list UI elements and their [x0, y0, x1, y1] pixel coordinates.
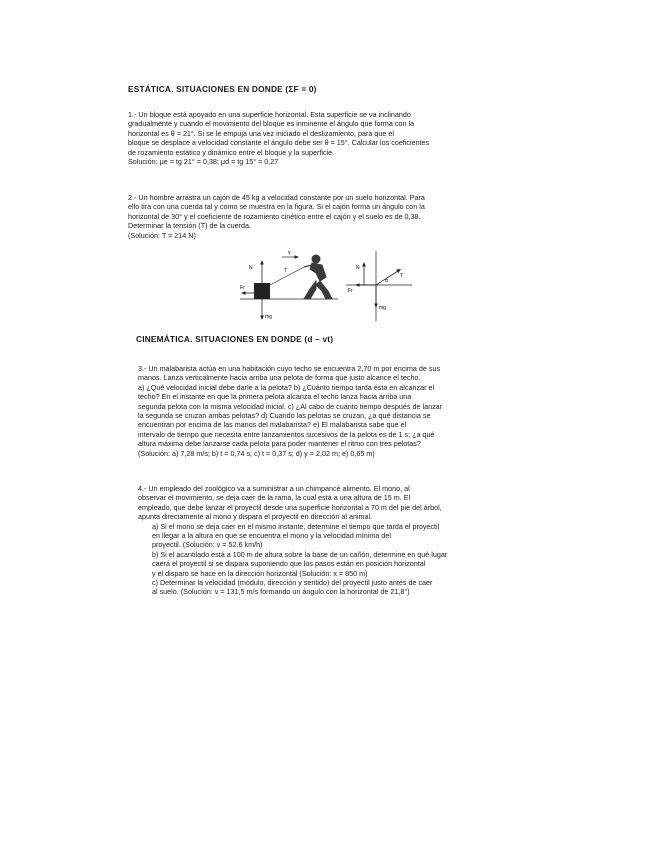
problem-2-line: ello tira con una cuerda tal y como se muestra en la figura. Si el cajón forma un ángulo con la: [128, 202, 425, 212]
problem-3-line: altura máxima debe lanzarse cada pelota para poder mantener el ritmo con tres pelotas?: [138, 439, 421, 449]
problem-4-item-line: caerá el proyectil si se dispara suponiendo que los pasos están en posición horizontal: [152, 559, 426, 569]
normal-arrowhead: [260, 260, 264, 265]
tension-label: T: [284, 268, 288, 274]
fbd-angle-label: α: [385, 278, 388, 284]
fbd-normal-label: N: [356, 265, 360, 271]
friction-label: Fr: [240, 285, 245, 291]
problem-4-item-solution: y el disparo se hace en la dirección horizontal (Solución: x = 850 m): [152, 568, 368, 578]
section-heading-estatica: ESTÁTICA. SITUACIONES EN DONDE (ΣF = 0): [128, 84, 317, 94]
fbd-weight-label: mg: [379, 305, 386, 311]
problem-1-solution: Solución: μe = tg 21° = 0,38; μd = tg 15° = 0,27: [128, 157, 279, 167]
weight-label: mg: [265, 314, 272, 320]
weight-arrowhead: [260, 316, 264, 321]
problem-3-line: techo? En el instante en que la primera pelota alcanza el techo lanza hacia arriba una: [138, 392, 412, 402]
fbd-friction-arrowhead: [355, 283, 360, 287]
problem-1-line: gradualmente y cuando el movimiento del bloque es inminente el ángulo que forma con la: [128, 119, 415, 129]
problem-3-solution: (Solución: a) 7,28 m/s; b) t = 0,74 s; c) t = 0,37 s; d) y = 2,02 m; e) 0,65 m): [138, 448, 375, 458]
man-pulling-icon: [304, 255, 332, 299]
problem-1-line: horizontal es θ = 21°. Si se le empuja una vez iniciado el deslizamiento, para que el: [128, 128, 394, 138]
problem-2: [128, 193, 508, 240]
problem-3-line: la segunda se cruzan ambas pelotas? d) Cuando las pelotas se cruzan, ¿a qué distancia se: [138, 411, 431, 421]
problem-4-item-line: b) Si el acantilado está a 100 m de altura sobre la base de un cañón, determine en qué lugar: [152, 549, 448, 559]
fbd-normal-arrowhead: [362, 262, 366, 267]
fbd-tension-label: T: [400, 273, 404, 279]
problem-1-line: de rozamiento estático y dinámico entre el bloque y la superficie.: [128, 147, 335, 157]
problem-4: [138, 484, 510, 597]
friction-arrowhead: [241, 291, 246, 295]
velocity-label: v: [288, 250, 291, 256]
problem-3-line: manos. Lanza verticalmente hacia arriba una pelota de forma que justo alcance el techo.: [138, 373, 421, 383]
fbd-weight-arrowhead: [374, 304, 378, 309]
problem-3-line: 3.- Un malabarista actúa en una habitación cuyo techo se encuentra 2,70 m por encima de sus: [138, 364, 441, 373]
problem-1-line: 1.- Un bloque está apoyado en una superficie horizontal. Esta superficie se va inclinando: [128, 110, 411, 119]
problem-3: [138, 364, 510, 458]
problem-4-item-line: en llegar a la altura en que se encuentra el mono y la velocidad mínima del: [152, 531, 391, 541]
fbd-friction-label: Fr: [348, 288, 353, 294]
problem-3-line: encuentran por encima de las manos del malabarista? e) El malabarista sabe que el: [138, 420, 407, 430]
force-diagram-figure: [236, 247, 416, 323]
problem-4-intro-line: 4.- Un empleado del zoológico va a suministrar a un chimpancé alimento. El mono, al: [138, 484, 410, 493]
problem-4-intro-line: apunta directamente al mono y dispara el proyectil en dirección al animal.: [138, 512, 373, 522]
velocity-arrowhead: [295, 255, 300, 258]
problem-1: [128, 110, 508, 166]
problem-4-item-line: c) Determinar la velocidad (módulo, dirección y sentido) del proyectil justo antes de caer: [152, 578, 433, 588]
problem-3-line: a) ¿Qué velocidad inicial debe darle a la pelota? b) ¿Cuánto tiempo tarda ésta en alcanzar el: [138, 382, 435, 392]
problem-2-line: 2.- Un hombre arrastra un cajón de 45 kg a velocidad constante por un suelo horizontal. Para: [128, 193, 425, 202]
problem-4-intro-line: observar el movimiento, se deja caer de la rama, la cual está a una altura de 15 m. El: [138, 493, 411, 503]
problem-4-intro-line: empleado, que debe lanzar el proyectil desde una superficie horizontal a 70 m del pie del árbol,: [138, 502, 442, 512]
problem-2-solution: (Solución: T = 214 N): [128, 230, 196, 240]
problem-3-line: intervalo de tiempo que necesita entre lanzamientos sucesivos de la pelota es de 1 s; ¿a qué: [138, 429, 435, 439]
problem-2-line: Determinar la tensión (T) de la cuerda.: [128, 221, 252, 231]
problem-4-item-solution: al suelo. (Solución: v = 131,5 m/s formando un ángulo con la horizontal de 21,8°): [152, 587, 410, 597]
problem-1-line: bloque se desplace a velocidad constante el ángulo debe ser θ = 15°. Calcular los coeficientes: [128, 138, 430, 148]
problem-2-line: horizontal de 30° y el coeficiente de rozamiento cinético entre el cajón y el suelo es de 0,38.: [128, 211, 421, 221]
normal-label: N: [249, 265, 253, 271]
problem-4-item-solution: proyectil. (Solución: v = 52,6 km/h): [152, 540, 263, 550]
problem-4-item-line: a) Si el mono se deja caer en el mismo instante, determine el tiempo que tarda el proyectil: [152, 521, 440, 531]
problem-3-line: segunda pelota con la misma velocidad inicial. c) ¿Al cabo de cuánto tiempo después de lanzar: [138, 401, 443, 411]
section-heading-cinematica: CINEMÁTICA. SITUACIONES EN DONDE (d – vt): [136, 334, 334, 344]
box-shape: [254, 283, 270, 299]
